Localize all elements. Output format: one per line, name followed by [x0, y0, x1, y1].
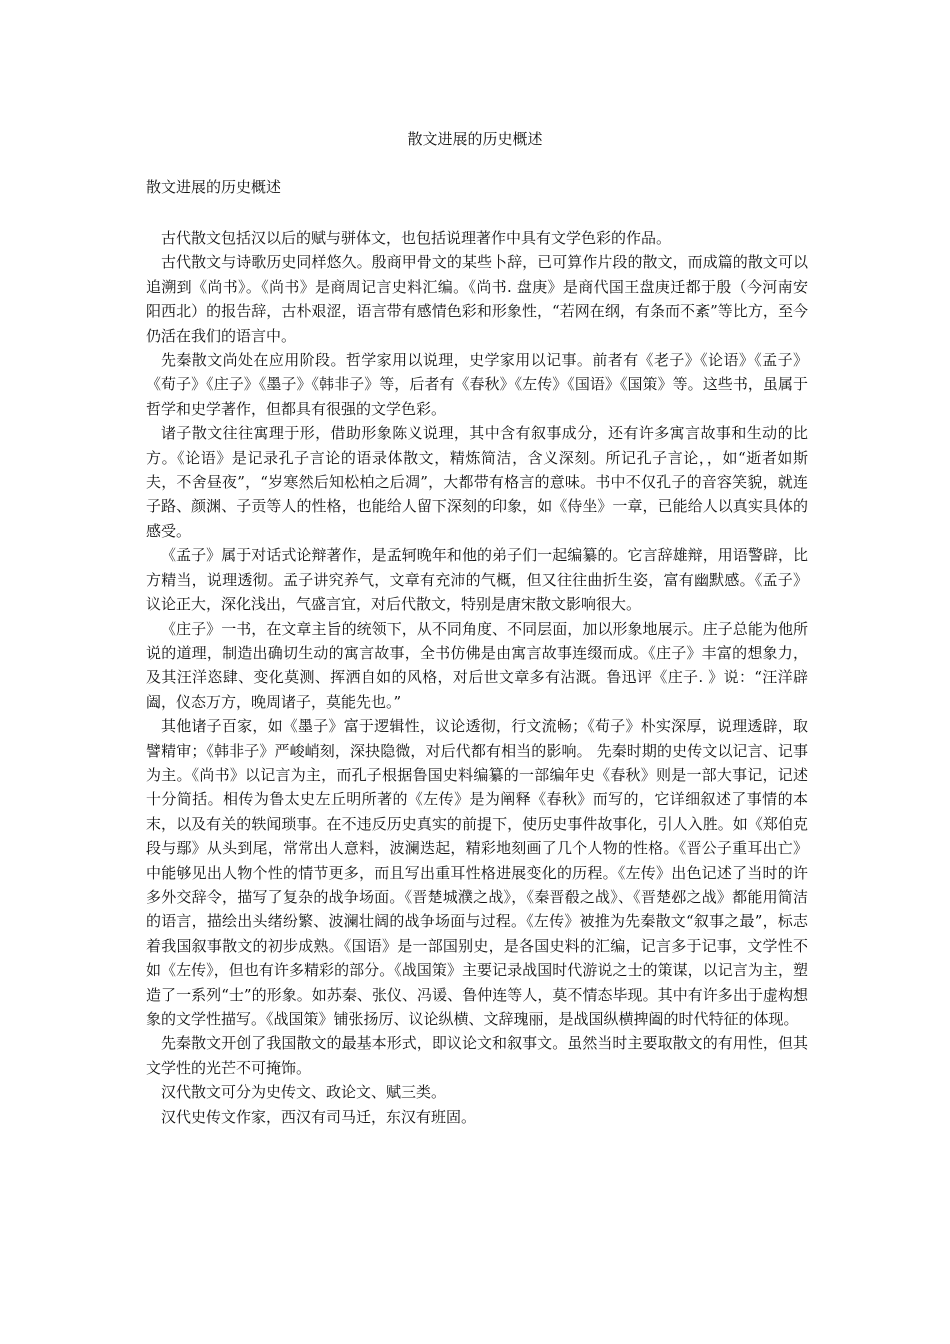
- paragraph-2: 古代散文与诗歌历史同样悠久。殷商甲骨文的某些卜辞，已可算作片段的散文，而成篇的散文可以追溯到《尚书》。《尚书》是商周记言史料汇编。《尚书. 盘庚》是商代国王盘庚迁都于殷（今河南安阳西北）的报告辞，古朴艰涩，语言带有感情色彩和形象性，“若网在纲，有条而不紊”等比方，至今仍活在我们的语言中。: [146, 253, 808, 345]
- paragraph-10: 汉代史传文作家，西汉有司马迁，东汉有班固。: [161, 1107, 477, 1126]
- body-text: [146, 226, 808, 1129]
- paragraph-6: 《庄子》一书，在文章主旨的统领下，从不同角度、不同层面，加以形象地展示。庄子总能为他所说的道理，制造出确切生动的寓言故事，全书仿佛是由寓言故事连缀而成。《庄子》丰富的想象力，及其汪洋恣肆、变化莫测、挥洒自如的风格，对后世文章多有沾溉。鲁迅评《庄子. 》说：“汪洋辟阖，仪态万方，晚周诸子，莫能先也。”: [146, 619, 808, 711]
- section-heading: 散文进展的历史概述: [146, 178, 282, 196]
- paragraph-4: 诸子散文往往寓理于形，借助形象陈义说理，其中含有叙事成分，还有许多寓言故事和生动的比方。《论语》是记录孔子言论的语录体散文，精炼简洁，含义深刻。所记孔子言论，，如“逝者如斯夫，不舍昼夜”，“岁寒然后知松柏之后凋”，大都带有格言的意味。书中不仅孔子的音容笑貌，就连子路、颜渊、子贡等人的性格，也能给人留下深刻的印象，如《侍坐》一章，已能给人以真实具体的感受。: [146, 424, 808, 540]
- paragraph-7: 其他诸子百家，如《墨子》富于逻辑性，议论透彻，行文流畅；《荀子》朴实深厚，说理透辟，取譬精审；《韩非子》严峻峭刻，深抉隐微，对后代都有相当的影响。 先秦时期的史传文以记言、记事为主。《尚书》以记言为主，而孔子根据鲁国史料编纂的一部编年史《春秋》则是一部大事记，记述十分简括。相传为鲁太史左丘明所著的《左传》是为阐释《春秋》而写的，它详细叙述了事情的本末，以及有关的轶闻琐事。在不违反历史真实的前提下，使历史事件故事化，引人入胜。如《郑伯克段与鄢》从头到尾，常常出人意料，波澜迭起，精彩地刻画了几个人物的性格。《晋公子重耳出亡》中能够见出人物个性的情节更多，而且写出重耳性格进展变化的历程。《左传》出色记述了当时的许多外交辞令，描写了复杂的战争场面。《晋楚城濮之战》，《秦晋殽之战》、《晋楚邲之战》都能用简洁的语言，描绘出头绪纷繁、波澜壮阔的战争场面与过程。《左传》被推为先秦散文“叙事之最”，标志着我国叙事散文的初步成熟。《国语》是一部国别史，是各国史料的汇编，记言多于记事，文学性不如《左传》，但也有许多精彩的部分。《战国策》主要记录战国时代游说之士的策谋，以记言为主，塑造了一系列“士”的形象。如苏秦、张仪、冯谖、鲁仲连等人，莫不情态毕现。其中有许多出于虚构想象的文学性描写。《战国策》铺张扬厉、议论纵横、文辞瑰丽，是战国纵横捭阖的时代特征的体现。: [146, 717, 808, 1028]
- paragraph-9: 汉代散文可分为史传文、政论文、赋三类。: [161, 1083, 447, 1102]
- paragraph-8: 先秦散文开创了我国散文的最基本形式，即议论文和叙事文。虽然当时主要取散文的有用性，但其文学性的光芒不可掩饰。: [146, 1034, 808, 1077]
- paragraph-3: 先秦散文尚处在应用阶段。哲学家用以说理，史学家用以记事。前者有《老子》《论语》《孟子》《荀子》《庄子》《墨子》《韩非子》等，后者有《春秋》《左传》《国语》《国策》等。这些书，虽属于哲学和史学著作，但都具有很强的文学色彩。: [146, 351, 808, 418]
- paragraph-5: 《孟子》属于对话式论辩著作，是孟轲晚年和他的弟子们一起编纂的。它言辞雄辩，用语警辟，比方精当，说理透彻。孟子讲究养气，文章有充沛的气概，但又往往曲折生姿，富有幽默感。《孟子》议论正大，深化浅出，气盛言宜，对后代散文，特别是唐宋散文影响很大。: [146, 546, 808, 614]
- page-title: 散文进展的历史概述: [407, 130, 543, 148]
- paragraph-1: 古代散文包括汉以后的赋与骈体文，也包括说理著作中具有文学色彩的作品。: [161, 229, 672, 247]
